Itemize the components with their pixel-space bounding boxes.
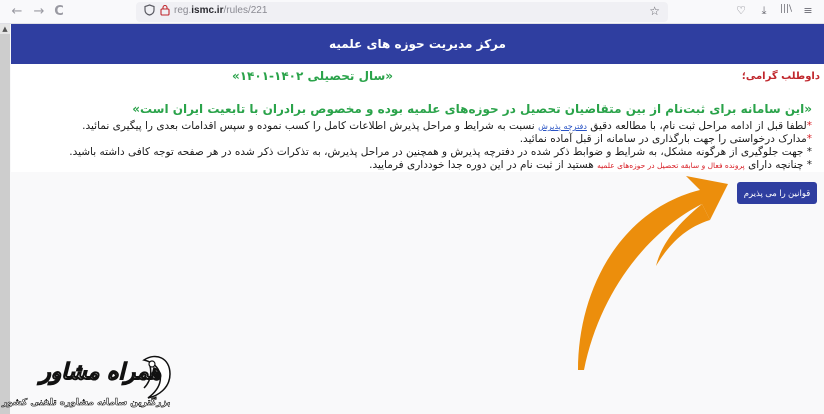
- page-header: مرکز مدیریت حوزه های علمیه: [11, 24, 824, 64]
- forward-icon[interactable]: →: [33, 4, 45, 19]
- back-icon[interactable]: ←: [11, 4, 23, 19]
- url-prefix: reg.: [174, 5, 192, 16]
- url-path: /rules/221: [223, 5, 268, 16]
- shield-icon[interactable]: [142, 4, 156, 20]
- rule-text: چنانچه دارای: [744, 159, 804, 171]
- rule-item: [69, 133, 812, 146]
- intro-text: «این سامانه برای ثبت‌نام از بین متقاضیان تحصیل در حوزه‌های علمیه بوده و مخصوص برادران با تابعیت ایران است»: [132, 102, 812, 116]
- admission-booklet-link[interactable]: دفترچه پذیرش: [538, 122, 587, 131]
- academic-year-title: «سال تحصیلی ۱۴۰۲-۱۴۰۱»: [231, 69, 394, 83]
- url-text[interactable]: [174, 5, 267, 16]
- scroll-up-icon[interactable]: ▲: [0, 24, 10, 34]
- watermark-subtitle: بزرگترین سامانه مشاوره تلفنی کشور: [2, 398, 171, 408]
- rules-list: [69, 120, 812, 172]
- arrow-pointer-icon: [560, 170, 750, 370]
- rule-text: هستید از ثبت نام در این دوره جدا خودداری فرمایید.: [369, 159, 598, 171]
- rule-item: [69, 146, 812, 159]
- required-asterisk: *: [806, 120, 812, 132]
- highlighted-warning: پرونده فعال و سابقه تحصیل در حوزه‌های علمیه: [597, 161, 745, 170]
- download-icon[interactable]: ⤓: [761, 4, 767, 17]
- rule-text: نسبت به شرایط و مراحل پذیرش اطلاعات کامل را کسب نموده و سپس اقدامات بعدی را پیگیری نمائید.: [82, 120, 539, 132]
- rule-text: جهت جلوگیری از هرگونه مشکل، به شرایط و ضوابط ذکر شده در دفترچه پذیرش و همچنین در مراحل پذیرش، به تذکرات ذکر شده در هر صفحه توجه کافی داشته باشید.: [69, 146, 804, 158]
- rule-text: لطفا قبل از ادامه مراحل ثبت نام، با مطالعه دقیق: [586, 120, 807, 132]
- lock-icon[interactable]: [158, 4, 172, 20]
- reload-icon[interactable]: C: [54, 4, 64, 19]
- library-icon[interactable]: |||\: [779, 4, 793, 14]
- required-asterisk: *: [806, 133, 812, 145]
- watermark-logo: [0, 352, 180, 414]
- watermark-title: همراه مشاور: [40, 360, 162, 385]
- asterisk: *: [806, 146, 812, 158]
- greeting-text: داوطلب گرامی؛: [741, 71, 820, 82]
- rules-panel: [11, 64, 824, 172]
- url-domain: ismc.ir: [191, 5, 224, 16]
- rule-item: [69, 120, 812, 133]
- rule-text: مدارک درخواستی را جهت بارگذاری در سامانه از قبل آماده نمائید.: [519, 133, 807, 145]
- bookmark-star-icon[interactable]: ☆: [649, 4, 660, 18]
- asterisk: *: [806, 159, 812, 171]
- pocket-icon[interactable]: ♡: [736, 4, 746, 17]
- address-bar[interactable]: [136, 2, 668, 22]
- menu-icon[interactable]: ≡: [803, 4, 813, 17]
- accept-rules-button[interactable]: قوانین را می پذیرم: [737, 182, 817, 204]
- browser-toolbar: [0, 0, 824, 24]
